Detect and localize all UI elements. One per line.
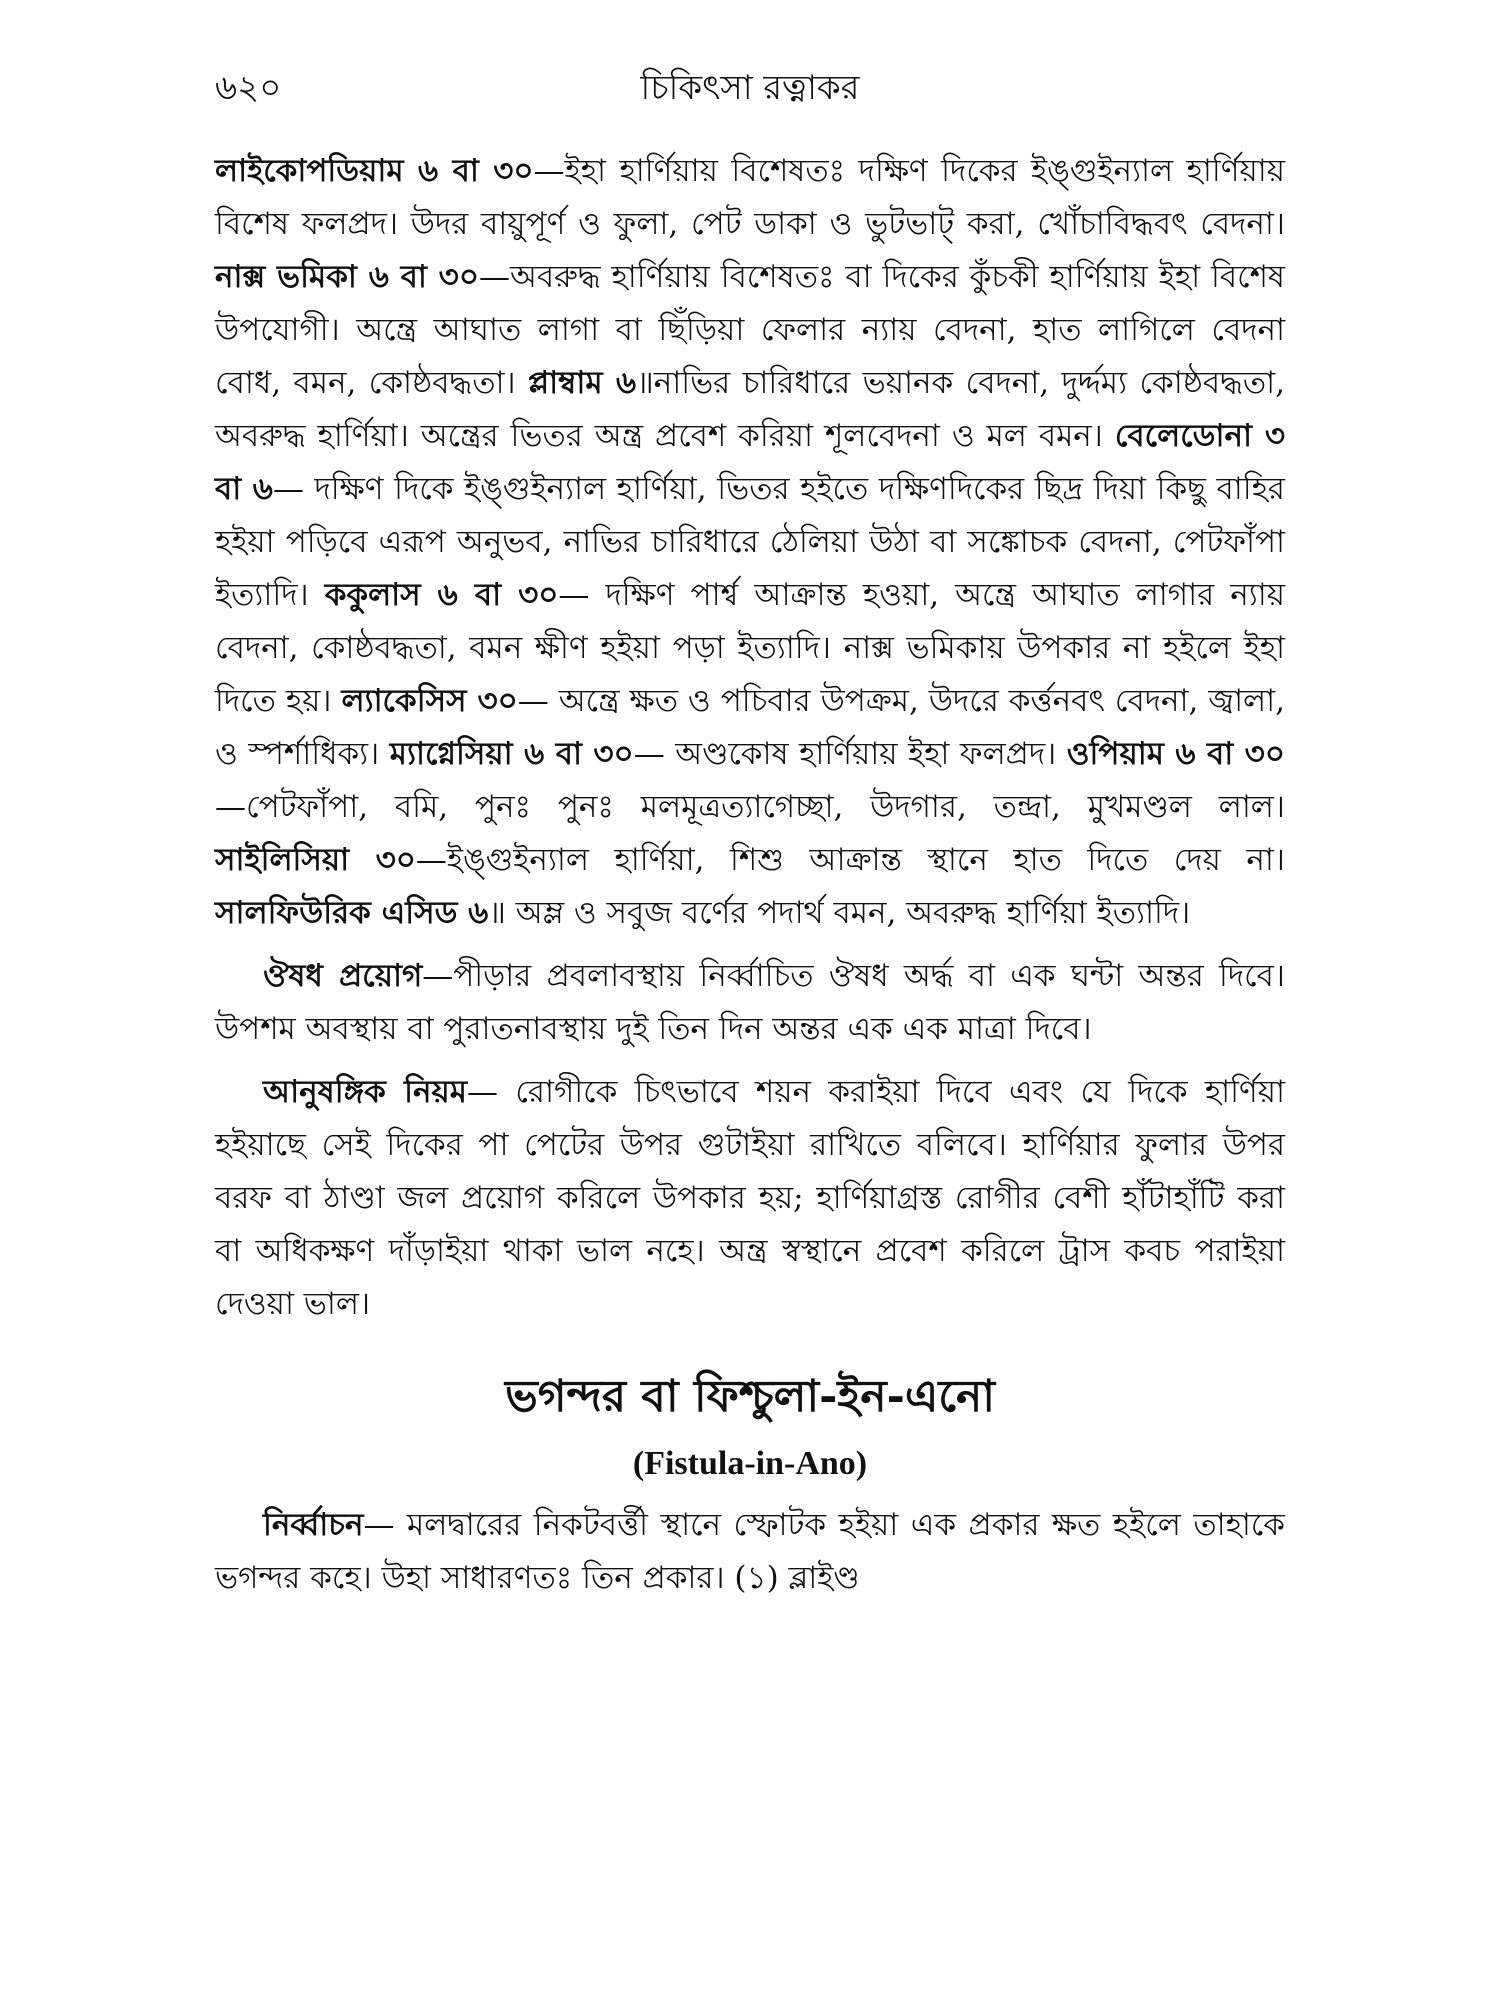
remedy-description: ॥ অম্ল ও সবুজ বর্ণের পদার্থ বমন, অবরুদ্ধ হার্ণিয়া ইত্যাদি। — [488, 895, 1191, 931]
remedy-description: —পেটফাঁপা, বমি, পুনঃ পুনঃ মলমূত্রত্যাগেচ্ছা, উদগার, তন্দ্রা, মুখমণ্ডল লাল। — [215, 789, 1285, 825]
dosage-label: ঔষধ প্রয়োগ — [263, 958, 423, 994]
remedy-description: —ইঙ্গুইন্যাল হার্ণিয়া, শিশু আক্রান্ত স্থানে হাত দিতে দেয় না। — [415, 842, 1285, 878]
running-title: চিকিৎসা রত্নাকর — [640, 68, 860, 108]
remedy-description: — অণ্ডকোষ হার্ণিয়ায় ইহা ফলপ্রদ। — [633, 736, 1067, 772]
dosage-text: —পীড়ার প্রবলাবস্থায় নির্ব্বাচিত ঔষধ অর্দ্ধ বা এক ঘন্টা অন্তর দিবে। উপশম অবস্থায় বা পুরাতনাবস্থায় দুই তিন দিন অন্তর এক এক মাত্রা দিবে। — [215, 958, 1285, 1047]
diagnosis-text: — মলদ্বারের নিকটবর্ত্তী স্থানে স্ফোটক হইয়া এক প্রকার ক্ষত হইলে তাহাকে ভগন্দর কহে। উহা সাধারণতঃ তিন প্রকার। (১) ব্লাইণ্ড — [215, 1507, 1285, 1596]
auxiliary-rules-text: — রোগীকে চিৎভাবে শয়ন করাইয়া দিবে এবং যে দিকে হার্ণিয়া হইয়াছে সেই দিকের পা পেটের উপর গুটাইয়া রাখিতে বলিবে। হার্ণিয়ার ফুলার উপর বরফ বা ঠাণ্ডা জল প্রয়োগ করিলে উপকার হয়; হার্ণিয়াগ্রস্ত রোগীর বেশী হাঁটাহাঁটি করা বা অধিকক্ষণ দাঁড়াইয়া থাকা ভাল নহে। অন্ত্র স্বস্থানে প্রবেশ করিলে ট্রাস কবচ পরাইয়া দেওয়া ভাল। — [215, 1074, 1286, 1322]
diagnosis-paragraph — [215, 1499, 1285, 1605]
section-title: ভগন্দর বা ফিশ্চুলা-ইন-এনো — [504, 1371, 996, 1422]
diagnosis-label: নির্ব্বাচন — [263, 1507, 364, 1543]
remedies-paragraph — [215, 145, 1285, 940]
remedy-description: —অবরুদ্ধ হার্ণিয়ায় বিশেষতঃ বা দিকের কুঁচকী হার্ণিয়ায় ইহা বিশেষ উপযোগী। অন্ত্রে আঘাত লাগা বা ছিঁড়িয়া ফেলার ন্যায় বেদনা, হাত লাগিলে বেদনা বোধ, বমন, কোষ্ঠবদ্ধতা। — [215, 259, 1285, 401]
remedy-name: সালফিউরিক এসিড ৬ — [215, 895, 489, 931]
remedy-name: ককুলাস ৬ বা ৩০ — [324, 577, 559, 613]
remedy-description: — দক্ষিণ পার্শ্ব আক্রান্ত হওয়া, অন্ত্রে আঘাত লাগার ন্যায় বেদনা, কোষ্ঠবদ্ধতা, বমন ক্ষীণ হইয়া পড়া ইত্যাদি। নাক্স ভমিকায় উপকার না হইলে ইহা দিতে হয়। — [215, 577, 1285, 719]
page-number: ৬২০ — [215, 68, 282, 108]
remedy-name: ওপিয়াম ৬ বা ৩০ — [1066, 736, 1285, 772]
remedy-description: ॥নাভির চারিধারে ভয়ানক বেদনা, দুর্দ্দম্য কোষ্ঠবদ্ধতা, অবরুদ্ধ হার্ণিয়া। অন্ত্রের ভিতর অন্ত্র প্রবেশ করিয়া শূলবেদনা ও মল বমন। — [215, 365, 1285, 454]
remedy-description: —ইহা হার্ণিয়ায় বিশেষতঃ দক্ষিণ দিকের ইঙ্গুইন্যাল হার্ণিয়ায় বিশেষ ফলপ্রদ। উদর বায়ুপূর্ণ ও ফুলা, পেট ডাকা ও ভুটভাট্ করা, খোঁচাবিদ্ধবৎ বেদনা। — [215, 153, 1285, 242]
remedy-description: — অন্ত্রে ক্ষত ও পচিবার উপক্রম, উদরে কর্ত্তনবৎ বেদনা, জ্বালা, ও স্পর্শাধিক্য। — [215, 683, 1286, 772]
remedy-name: ম্যাগ্নেসিয়া ৬ বা ৩০ — [389, 736, 634, 772]
remedy-name: প্লাম্বাম ৬ — [528, 365, 637, 401]
remedy-name: বেলেডোনা ৩ বা ৬ — [215, 418, 1285, 507]
remedy-name: লাইকোপডিয়াম ৬ বা ৩০ — [215, 153, 534, 189]
auxiliary-rules-paragraph — [215, 1066, 1285, 1331]
page-body — [215, 145, 1285, 1605]
dosage-paragraph — [215, 950, 1285, 1056]
section-subtitle: (Fistula-in-Ano) — [632, 1445, 868, 1482]
remedy-description: — দক্ষিণ দিকে ইঙ্গুইন্যাল হার্ণিয়া, ভিতর হইতে দক্ষিণদিকের ছিদ্র দিয়া কিছু বাহির হইয়া পড়িবে এরূপ অনুভব, নাভির চারিধারে ঠেলিয়া উঠা বা সঙ্কোচক বেদনা, পেটফাঁপা ইত্যাদি। — [215, 471, 1285, 613]
remedy-name: নাক্স ভমিকা ৬ বা ৩০ — [215, 259, 479, 295]
remedy-name: সাইলিসিয়া ৩০ — [215, 842, 416, 878]
auxiliary-rules-label: আনুষঙ্গিক নিয়ম — [263, 1074, 467, 1110]
page-header — [215, 62, 1285, 122]
remedy-name: ল্যাকেসিস ৩০ — [341, 683, 518, 719]
